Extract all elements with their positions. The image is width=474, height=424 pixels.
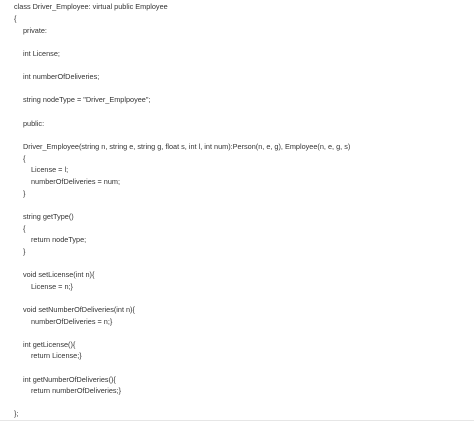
code-line-class-declaration: class Driver_Employee: virtual public Employee: [14, 2, 168, 11]
code-line-deliveries-field: int numberOfDeliveries;: [23, 72, 100, 81]
code-line-gettype-close-brace: }: [23, 247, 26, 256]
code-line-license-assign: License = l;: [31, 165, 69, 174]
code-line-setlicense: void setLicense(int n){: [23, 270, 95, 279]
code-line-getlicense-body: return License;}: [31, 351, 82, 360]
code-line-open-brace: {: [14, 14, 17, 23]
code-line-setdeliveries-body: numberOfDeliveries = n;}: [31, 317, 113, 326]
code-line-getdeliveries-body: return numberOfDeliveries;}: [31, 386, 122, 395]
code-line-gettype-open-brace: {: [23, 224, 26, 233]
code-line-constructor: Driver_Employee(string n, string e, string g, float s, int l, int num):Person(n, e, g), Employee(n, e, g, s): [23, 142, 351, 151]
code-line-private: private:: [23, 26, 47, 35]
code-line-license-field: int License;: [23, 49, 60, 58]
code-line-setdeliveries: void setNumberOfDeliveries(int n){: [23, 305, 135, 314]
code-line-ctor-open-brace: {: [23, 154, 26, 163]
code-line-ctor-close-brace: }: [23, 189, 26, 198]
code-line-public: public:: [23, 119, 45, 128]
code-line-return-nodetype: return nodeType;: [31, 235, 87, 244]
code-line-nodetype-field: string nodeType = "Driver_Emplpoyee";: [23, 95, 151, 104]
code-line-getlicense: int getLicense(){: [23, 340, 76, 349]
code-line-gettype: string getType(): [23, 212, 74, 221]
code-line-deliveries-assign: numberOfDeliveries = num;: [31, 177, 121, 186]
code-line-setlicense-body: License = n;}: [31, 282, 73, 291]
code-line-class-close: };: [14, 409, 19, 418]
bottom-divider: [0, 420, 474, 421]
code-line-getdeliveries: int getNumberOfDeliveries(){: [23, 375, 116, 384]
